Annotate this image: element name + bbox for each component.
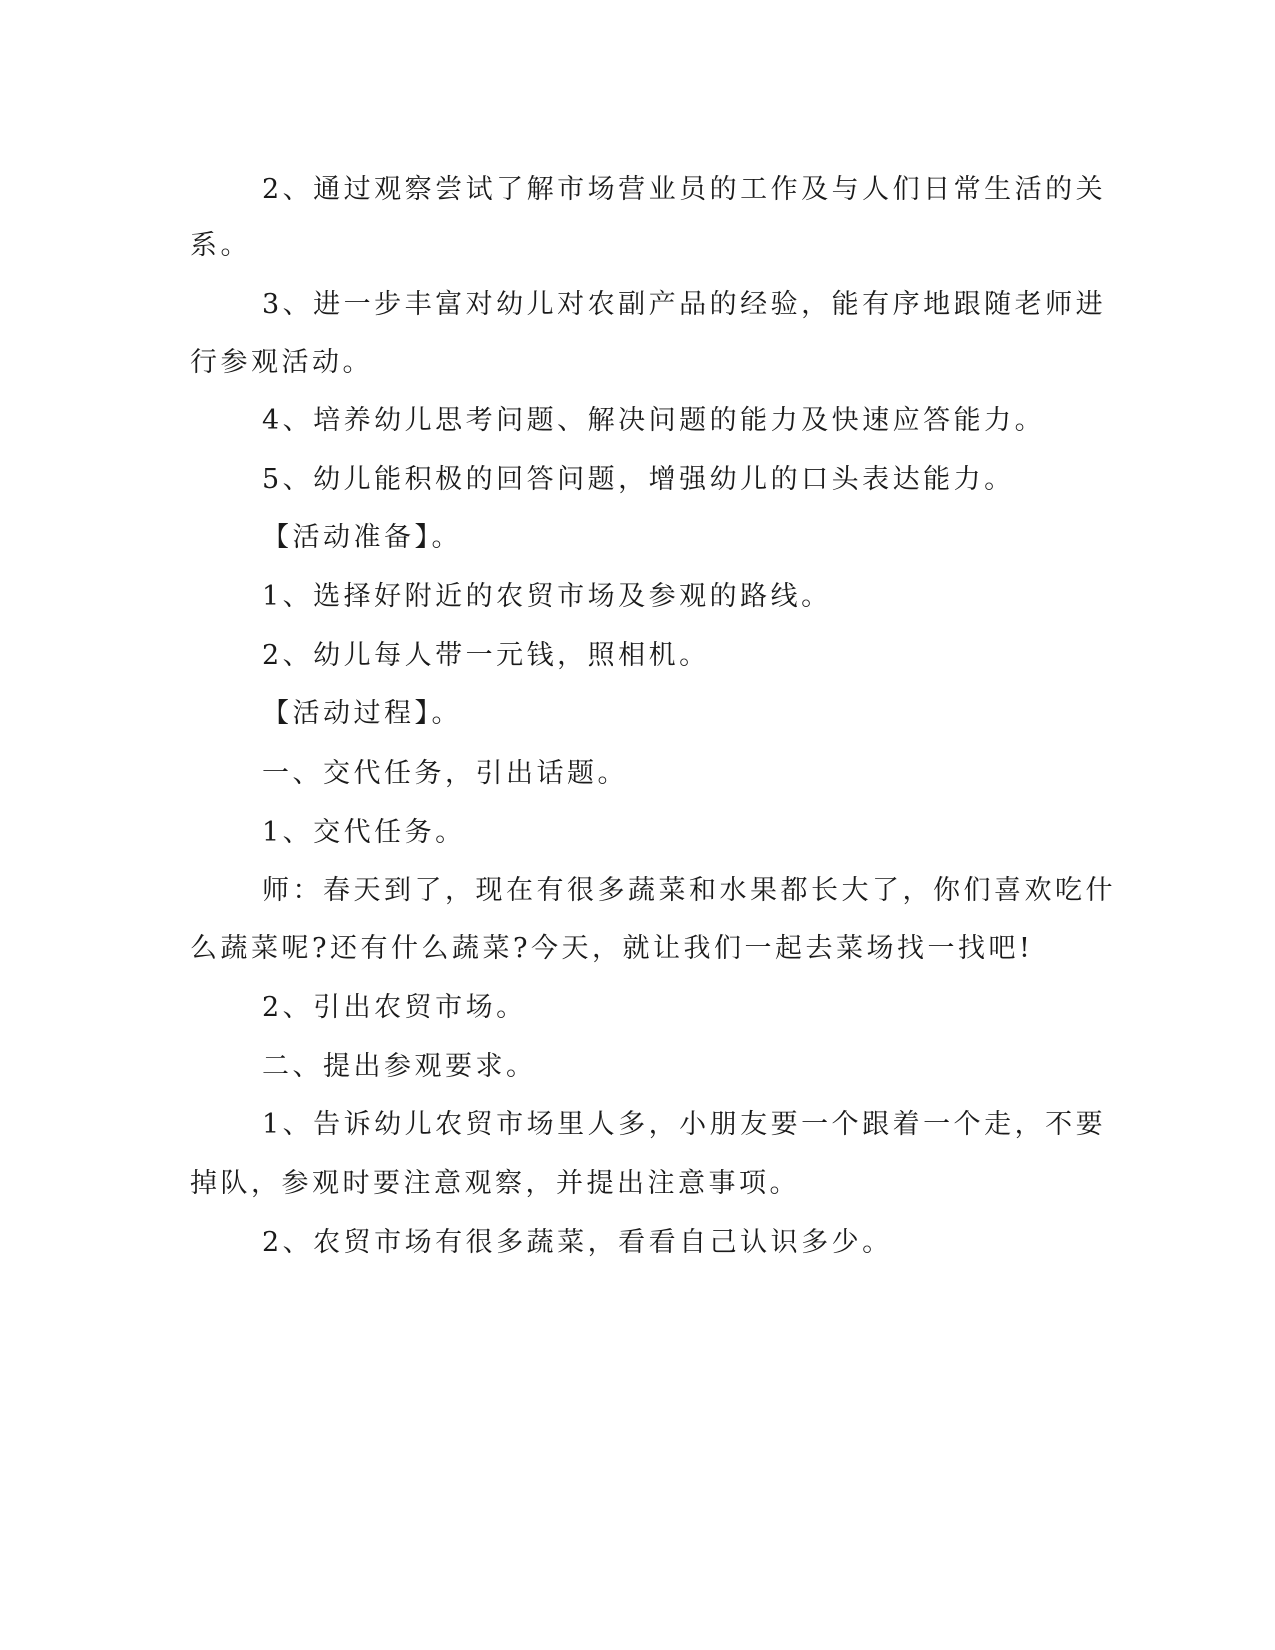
section-two-title: 二、提出参观要求。 <box>262 1051 537 1082</box>
section-one-title: 一、交代任务，引出话题。 <box>262 758 628 789</box>
heading-process: 【活动过程】。 <box>262 698 462 729</box>
para-requirement-1-line-2: 掉队，参观时要注意观察，并提出注意事项。 <box>190 1168 800 1199</box>
para-objective-3-line-2: 行参观活动。 <box>190 347 373 378</box>
para-task-2: 2、引出农贸市场。 <box>262 992 527 1023</box>
para-objective-4: 4、培养幼儿思考问题、解决问题的能力及快速应答能力。 <box>262 405 1046 436</box>
para-teacher-line-2: 么蔬菜呢?还有什么蔬菜?今天，就让我们一起去菜场找一找吧! <box>190 933 1034 964</box>
para-objective-3-line-1: 3、进一步丰富对幼儿对农副产品的经验，能有序地跟随老师进 <box>262 289 1107 320</box>
para-requirement-2: 2、农贸市场有很多蔬菜，看看自己认识多少。 <box>262 1227 893 1258</box>
para-requirement-1-line-1: 1、告诉幼儿农贸市场里人多，小朋友要一个跟着一个走，不要 <box>262 1109 1107 1140</box>
para-objective-5: 5、幼儿能积极的回答问题，增强幼儿的口头表达能力。 <box>262 464 1015 495</box>
para-task-1: 1、交代任务。 <box>262 817 466 848</box>
para-objective-2-line-1: 2、通过观察尝试了解市场营业员的工作及与人们日常生活的关 <box>262 174 1107 205</box>
para-preparation-1: 1、选择好附近的农贸市场及参观的路线。 <box>262 581 832 612</box>
heading-preparation: 【活动准备】。 <box>262 522 462 553</box>
para-preparation-2: 2、幼儿每人带一元钱，照相机。 <box>262 640 710 671</box>
para-teacher-line-1: 师：春天到了，现在有很多蔬菜和水果都长大了，你们喜欢吃什 <box>262 875 1116 906</box>
para-objective-2-line-2: 系。 <box>190 230 251 261</box>
